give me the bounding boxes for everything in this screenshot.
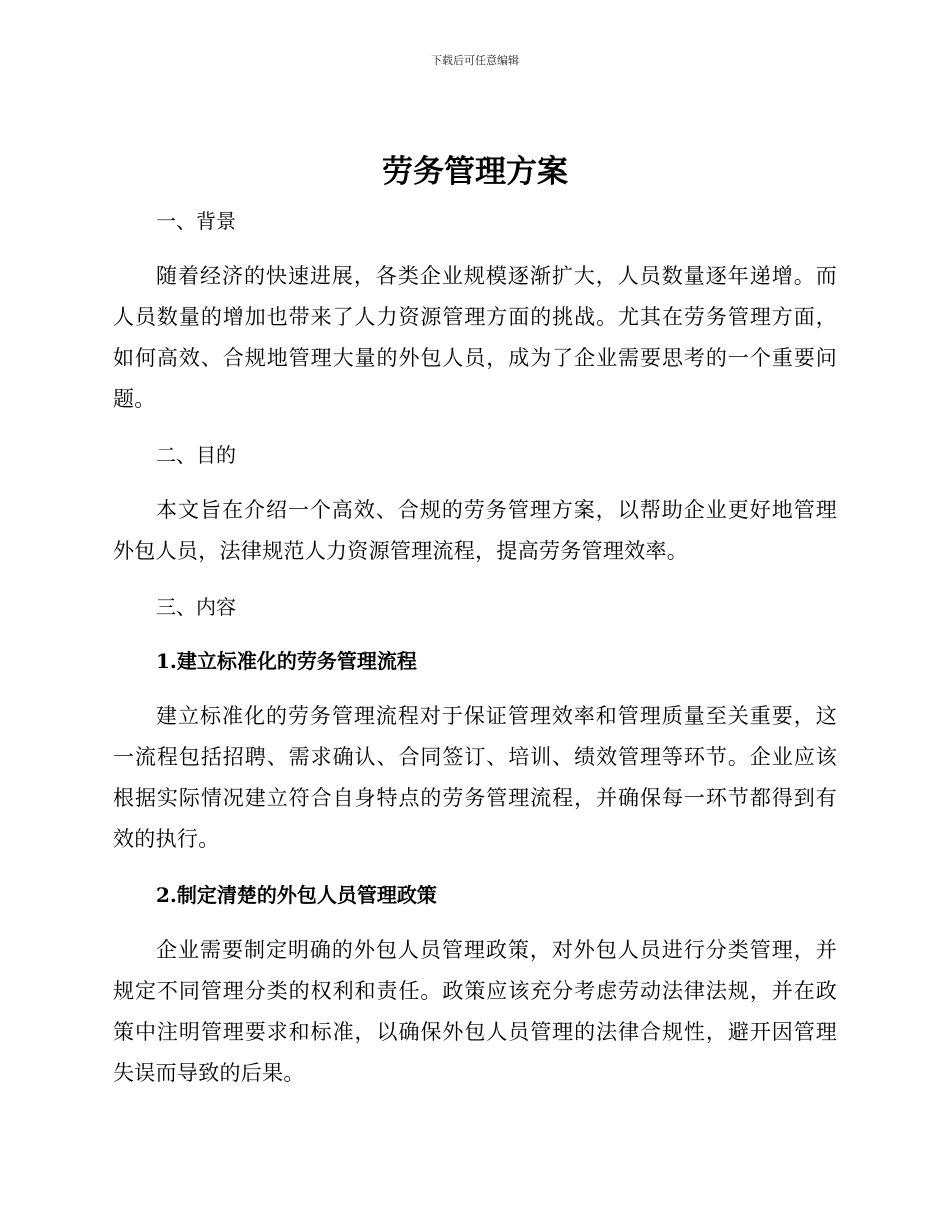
policy-paragraph: 企业需要制定明确的外包人员管理政策，对外包人员进行分类管理，并规定不同管理分类的权利和责任。政策应该充分考虑劳动法律法规，并在政策中注明管理要求和标准，以确保外包人员管理的法律合规性，避开因管理失误而导致的后果。 <box>113 938 837 1085</box>
process-paragraph: 建立标准化的劳务管理流程对于保证管理效率和管理质量至关重要，这一流程包括招聘、需求确认、合同签订、培训、绩效管理等环节。企业应该根据实际情况建立符合自身特点的劳务管理流程，并确保每一环节都得到有效的执行。 <box>113 704 837 851</box>
page-header-note: 下载后可任意编辑 <box>431 54 519 67</box>
background-paragraph: 随着经济的快速进展，各类企业规模逐渐扩大，人员数量逐年递增。而人员数量的增加也带来了人力资源管理方面的挑战。尤其在劳务管理方面，如何高效、合规地管理大量的外包人员，成为了企业需要思考的一个重要问题。 <box>113 264 837 411</box>
purpose-paragraph: 本文旨在介绍一个高效、合规的劳务管理方案，以帮助企业更好地管理外包人员，法律规范人力资源管理流程，提高劳务管理效率。 <box>113 498 837 563</box>
section-heading-purpose: 二、目的 <box>156 443 236 467</box>
subsection-heading-process: 1.建立标准化的劳务管理流程 <box>156 649 417 673</box>
section-heading-content: 三、内容 <box>156 595 236 619</box>
subsection-heading-policy: 2.制定清楚的外包人员管理政策 <box>156 883 437 907</box>
document-body <box>113 202 837 1110</box>
section-heading-background: 一、背景 <box>156 209 236 233</box>
document-title: 劳务管理方案 <box>382 154 568 190</box>
